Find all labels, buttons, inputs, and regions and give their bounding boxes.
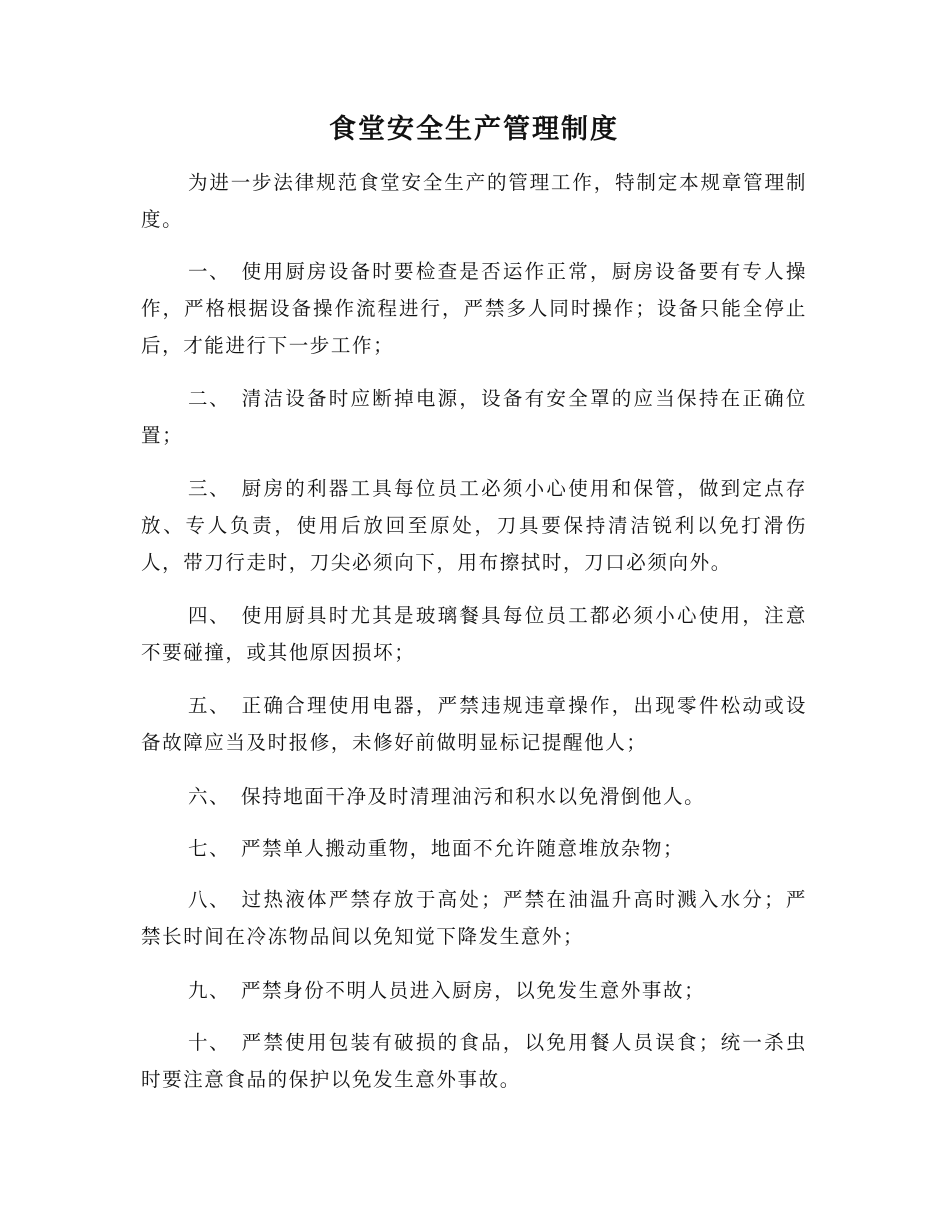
list-item	[141, 687, 807, 761]
item-number: 二、	[188, 387, 231, 410]
item-number: 六、	[188, 785, 231, 808]
document-title: 食堂安全生产管理制度	[329, 114, 619, 145]
item-number: 七、	[188, 837, 231, 860]
list-item	[141, 253, 807, 364]
list-item	[141, 380, 807, 454]
item-text: 清洁设备时应断掉电源，设备有安全罩的应当保持在正确位置；	[141, 387, 807, 447]
list-item	[141, 1024, 807, 1098]
item-number: 十、	[188, 1031, 231, 1054]
item-number: 九、	[188, 979, 231, 1002]
item-text: 保持地面干净及时清理油污和积水以免滑倒他人。	[241, 785, 706, 808]
list-item	[141, 972, 807, 1009]
item-number: 一、	[188, 260, 231, 283]
item-text: 使用厨具时尤其是玻璃餐具每位员工都必须小心使用，注意不要碰撞，或其他原因损坏；	[141, 604, 807, 664]
item-text: 严禁单人搬动重物，地面不允许随意堆放杂物；	[241, 837, 685, 860]
list-item	[141, 778, 807, 815]
item-text: 使用厨房设备时要检查是否运作正常，厨房设备要有专人操作，严格根据设备操作流程进行，严禁多人同时操作；设备只能全停止后，才能进行下一步工作；	[141, 260, 807, 357]
item-number: 五、	[188, 694, 231, 717]
list-item	[141, 470, 807, 581]
item-number: 八、	[188, 888, 231, 911]
item-text: 严禁身份不明人员进入厨房，以免发生意外事故；	[241, 979, 706, 1002]
list-item	[141, 881, 807, 955]
item-text: 过热液体严禁存放于高处；严禁在油温升高时溅入水分；严禁长时间在冷冻物品间以免知觉下降发生意外；	[141, 888, 807, 948]
list-item	[141, 830, 807, 867]
list-item	[141, 597, 807, 671]
item-text: 正确合理使用电器，严禁违规违章操作，出现零件松动或设备故障应当及时报修，未修好前做明显标记提醒他人；	[141, 694, 807, 754]
intro-paragraph: 为进一步法律规范食堂安全生产的管理工作，特制定本规章管理制度。	[141, 171, 807, 231]
item-text: 严禁使用包装有破损的食品，以免用餐人员误食；统一杀虫时要注意食品的保护以免发生意外事故。	[141, 1031, 807, 1091]
item-number: 三、	[188, 477, 231, 500]
item-number: 四、	[188, 604, 231, 627]
item-text: 厨房的利器工具每位员工必须小心使用和保管，做到定点存放、专人负责，使用后放回至原处，刀具要保持清洁锐利以免打滑伤人，带刀行走时，刀尖必须向下，用布擦拭时，刀口必须向外。	[141, 477, 807, 574]
